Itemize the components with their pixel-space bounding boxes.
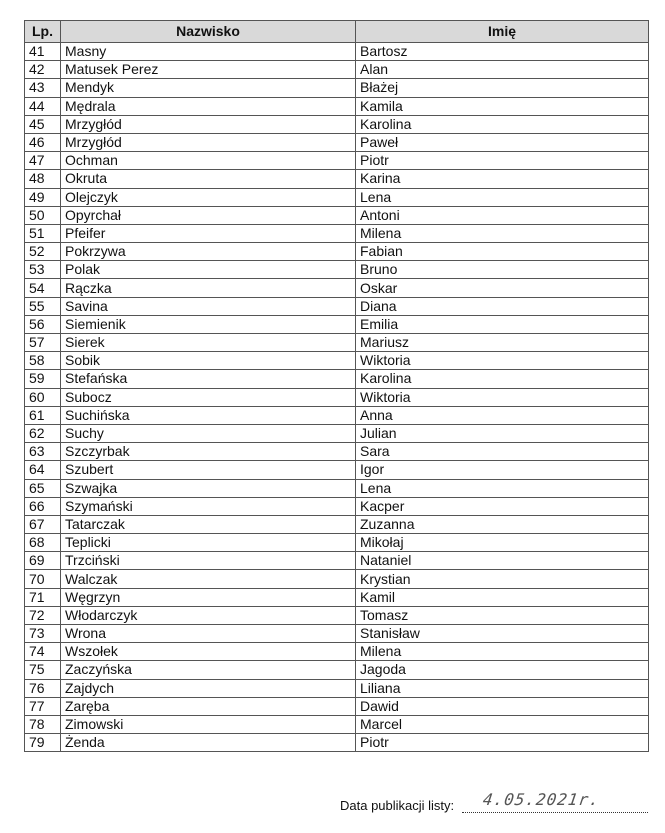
surname-cell: Teplicki [61,534,356,552]
surname-cell: Walczak [61,570,356,588]
table-row [25,424,649,442]
table-row [25,679,649,697]
table-row [25,79,649,97]
row-number-cell: 68 [25,534,61,552]
row-number-cell: 50 [25,206,61,224]
surname-cell: Pokrzywa [61,243,356,261]
surname-cell: Wszołek [61,643,356,661]
table-row [25,534,649,552]
table-row [25,206,649,224]
first-name-cell: Anna [356,406,649,424]
first-name-cell: Emilia [356,315,649,333]
row-number-cell: 69 [25,552,61,570]
surname-cell: Opyrchał [61,206,356,224]
first-name-cell: Sara [356,443,649,461]
table-row [25,734,649,752]
first-name-cell: Nataniel [356,552,649,570]
first-name-cell: Liliana [356,679,649,697]
first-name-cell: Bartosz [356,43,649,61]
table-row [25,370,649,388]
row-number-cell: 65 [25,479,61,497]
row-number-cell: 60 [25,388,61,406]
first-name-cell: Igor [356,461,649,479]
table-row [25,315,649,333]
table-row [25,406,649,424]
surname-cell: Suchy [61,424,356,442]
table-row [25,715,649,733]
surname-cell: Włodarczyk [61,606,356,624]
table-row [25,643,649,661]
table-row [25,606,649,624]
table-row [25,61,649,79]
table-row [25,224,649,242]
surname-cell: Masny [61,43,356,61]
handwritten-publication-date: 4.05.2021r. [481,790,602,809]
roster-table [24,20,649,752]
first-name-cell: Lena [356,479,649,497]
row-number-cell: 52 [25,243,61,261]
surname-cell: Zajdych [61,679,356,697]
row-number-cell: 62 [25,424,61,442]
table-row [25,334,649,352]
first-name-cell: Karolina [356,370,649,388]
table-row [25,388,649,406]
row-number-cell: 49 [25,188,61,206]
table-row [25,188,649,206]
table-row [25,43,649,61]
surname-cell: Sobik [61,352,356,370]
first-name-cell: Mikołaj [356,534,649,552]
row-number-cell: 75 [25,661,61,679]
first-name-cell: Piotr [356,152,649,170]
first-name-cell: Wiktoria [356,388,649,406]
table-row [25,588,649,606]
first-name-cell: Karina [356,170,649,188]
table-row [25,97,649,115]
row-number-cell: 70 [25,570,61,588]
surname-cell: Savina [61,297,356,315]
row-number-cell: 59 [25,370,61,388]
table-row [25,115,649,133]
row-number-cell: 76 [25,679,61,697]
first-name-cell: Dawid [356,697,649,715]
surname-cell: Mendyk [61,79,356,97]
first-name-cell: Krystian [356,570,649,588]
table-row [25,625,649,643]
surname-cell: Polak [61,261,356,279]
surname-cell: Zimowski [61,715,356,733]
header-lp: Lp. [25,21,61,43]
surname-cell: Szczyrbak [61,443,356,461]
first-name-cell: Marcel [356,715,649,733]
row-number-cell: 51 [25,224,61,242]
row-number-cell: 58 [25,352,61,370]
row-number-cell: 74 [25,643,61,661]
first-name-cell: Jagoda [356,661,649,679]
first-name-cell: Lena [356,188,649,206]
row-number-cell: 72 [25,606,61,624]
table-row [25,443,649,461]
header-name: Imię [356,21,649,43]
table-row [25,279,649,297]
table-row [25,152,649,170]
row-number-cell: 57 [25,334,61,352]
row-number-cell: 55 [25,297,61,315]
first-name-cell: Karolina [356,115,649,133]
table-row [25,170,649,188]
surname-cell: Siemienik [61,315,356,333]
table-row [25,661,649,679]
first-name-cell: Fabian [356,243,649,261]
surname-cell: Subocz [61,388,356,406]
table-row [25,261,649,279]
row-number-cell: 45 [25,115,61,133]
row-number-cell: 66 [25,497,61,515]
row-number-cell: 77 [25,697,61,715]
row-number-cell: 41 [25,43,61,61]
signature-dotted-line [462,812,648,813]
surname-cell: Rączka [61,279,356,297]
row-number-cell: 64 [25,461,61,479]
first-name-cell: Diana [356,297,649,315]
table-row [25,133,649,151]
table-row [25,461,649,479]
first-name-cell: Kamil [356,588,649,606]
first-name-cell: Kacper [356,497,649,515]
row-number-cell: 78 [25,715,61,733]
surname-cell: Sierek [61,334,356,352]
surname-cell: Ochman [61,152,356,170]
surname-cell: Mędrala [61,97,356,115]
surname-cell: Suchińska [61,406,356,424]
first-name-cell: Alan [356,61,649,79]
publication-date-footer [338,790,648,820]
first-name-cell: Paweł [356,133,649,151]
row-number-cell: 71 [25,588,61,606]
row-number-cell: 47 [25,152,61,170]
surname-cell: Żenda [61,734,356,752]
first-name-cell: Mariusz [356,334,649,352]
table-row [25,570,649,588]
table-row [25,497,649,515]
first-name-cell: Kamila [356,97,649,115]
surname-cell: Tatarczak [61,515,356,533]
table-row [25,352,649,370]
header-surname: Nazwisko [61,21,356,43]
first-name-cell: Błażej [356,79,649,97]
row-number-cell: 67 [25,515,61,533]
table-header-row [25,21,649,43]
first-name-cell: Antoni [356,206,649,224]
first-name-cell: Wiktoria [356,352,649,370]
row-number-cell: 53 [25,261,61,279]
first-name-cell: Milena [356,643,649,661]
first-name-cell: Milena [356,224,649,242]
first-name-cell: Stanisław [356,625,649,643]
surname-cell: Stefańska [61,370,356,388]
surname-cell: Okruta [61,170,356,188]
surname-cell: Zaręba [61,697,356,715]
row-number-cell: 56 [25,315,61,333]
table-row [25,297,649,315]
row-number-cell: 63 [25,443,61,461]
surname-cell: Pfeifer [61,224,356,242]
surname-cell: Matusek Perez [61,61,356,79]
row-number-cell: 54 [25,279,61,297]
row-number-cell: 79 [25,734,61,752]
table-row [25,697,649,715]
row-number-cell: 48 [25,170,61,188]
table-row [25,243,649,261]
table-row [25,479,649,497]
surname-cell: Szwajka [61,479,356,497]
surname-cell: Szymański [61,497,356,515]
row-number-cell: 46 [25,133,61,151]
first-name-cell: Bruno [356,261,649,279]
surname-cell: Mrzygłód [61,133,356,151]
first-name-cell: Tomasz [356,606,649,624]
row-number-cell: 44 [25,97,61,115]
surname-cell: Olejczyk [61,188,356,206]
table-row [25,515,649,533]
surname-cell: Zaczyńska [61,661,356,679]
first-name-cell: Julian [356,424,649,442]
first-name-cell: Oskar [356,279,649,297]
surname-cell: Wrona [61,625,356,643]
surname-cell: Trzciński [61,552,356,570]
row-number-cell: 42 [25,61,61,79]
surname-cell: Węgrzyn [61,588,356,606]
row-number-cell: 61 [25,406,61,424]
surname-cell: Szubert [61,461,356,479]
publication-date-label: Data publikacji listy: [340,798,455,813]
surname-cell: Mrzygłód [61,115,356,133]
table-row [25,552,649,570]
first-name-cell: Zuzanna [356,515,649,533]
table-body [25,43,649,752]
row-number-cell: 43 [25,79,61,97]
first-name-cell: Piotr [356,734,649,752]
row-number-cell: 73 [25,625,61,643]
